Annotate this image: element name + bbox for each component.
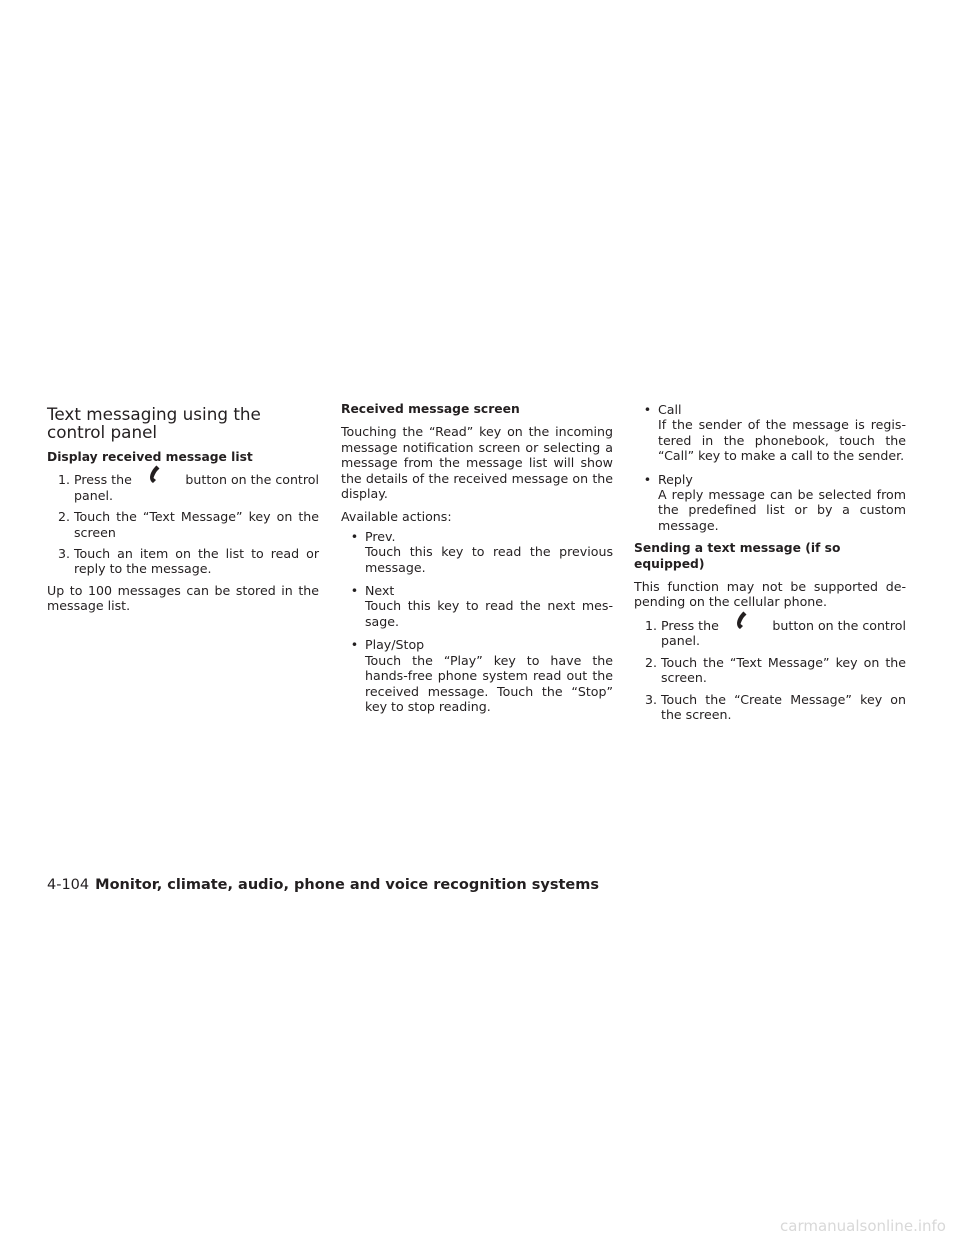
bullet-reply: [634, 472, 906, 534]
bullet-mark: •: [350, 583, 359, 599]
step-1: [47, 472, 319, 503]
step-text-post: button on the control: [185, 472, 319, 488]
step-number: 1.: [57, 472, 70, 488]
received-screen-paragraph: Touching the “Read” key on the incoming message notification screen or selecting a message from the message list will show the details of the received message on the display.: [341, 424, 613, 502]
step-text-pre: Press the: [661, 617, 719, 633]
subheading-display-list: Display received message list: [47, 450, 253, 464]
column-3: [634, 402, 906, 728]
page-number: 4-104: [47, 877, 90, 893]
bullet-mark: •: [643, 471, 652, 487]
bullet-title: Reply: [658, 471, 693, 487]
bullet-desc: Touch this key to read the previous message.: [365, 544, 613, 575]
phone-handset-icon: [728, 618, 764, 632]
step-text-pre: Press the: [74, 472, 132, 488]
message-capacity-note: Up to 100 messages can be stored in the message list.: [47, 582, 319, 614]
subheading-received-screen: Received message screen: [341, 402, 520, 416]
available-actions-label: Available actions:: [341, 509, 452, 525]
step-text-cont: panel.: [74, 487, 113, 503]
step-number: 1.: [644, 617, 657, 633]
bullet-title: Call: [658, 402, 682, 417]
page-footer: [47, 876, 599, 894]
step-2: [634, 655, 906, 686]
watermark: carmanualsonline.info: [780, 1217, 946, 1235]
step-text: Touch the “Create Message” key on the screen.: [661, 691, 906, 722]
step-text-cont: panel.: [661, 633, 700, 649]
step-text-post: button on the control: [772, 617, 906, 633]
step-text: Touch the “Text Message” key on the screen: [74, 509, 319, 540]
step-number: 3.: [57, 546, 70, 562]
step-2: [47, 509, 319, 540]
bullet-desc: A reply message can be selected from the predefined list or by a custom message.: [658, 487, 906, 533]
step-number: 2.: [644, 654, 657, 670]
column-1: [47, 402, 319, 622]
bullet-mark: •: [643, 402, 652, 417]
step-text: Touch an item on the list to read or reply to the message.: [74, 546, 319, 577]
column-2: [341, 402, 613, 722]
bullet-call: [634, 402, 906, 464]
subheading-sending: Sending a text message (if so equipped): [634, 541, 841, 571]
step-number: 2.: [57, 509, 70, 525]
bullet-title: Play/Stop: [365, 637, 425, 653]
bullet-prev: [341, 529, 613, 575]
phone-handset-icon: [141, 472, 177, 486]
bullet-desc: Touch the “Play” key to have the hands-free phone system read out the received message. Touch the “Stop” key to stop reading.: [365, 652, 613, 714]
bullet-title: Next: [365, 583, 395, 599]
bullet-desc: If the sender of the message is registered in the phonebook, touch the “Call” key to make a call to the sender.: [658, 417, 906, 464]
step-3: [634, 692, 906, 723]
chapter-title: Monitor, climate, audio, phone and voice recognition systems: [95, 877, 599, 893]
bullet-next: [341, 583, 613, 629]
bullet-play-stop: [341, 637, 613, 714]
step-1: [634, 618, 906, 649]
bullet-mark: •: [350, 528, 359, 544]
sending-paragraph: This function may not be supported depending on the cellular phone.: [634, 579, 906, 610]
bullet-desc: Touch this key to read the next message.: [365, 598, 613, 629]
section-title: Text messaging using the control panel: [47, 404, 261, 442]
step-text: Touch the “Text Message” key on the screen.: [661, 654, 906, 686]
bullet-title: Prev.: [365, 528, 396, 544]
step-3: [47, 546, 319, 577]
bullet-mark: •: [350, 637, 359, 653]
step-number: 3.: [644, 691, 657, 707]
